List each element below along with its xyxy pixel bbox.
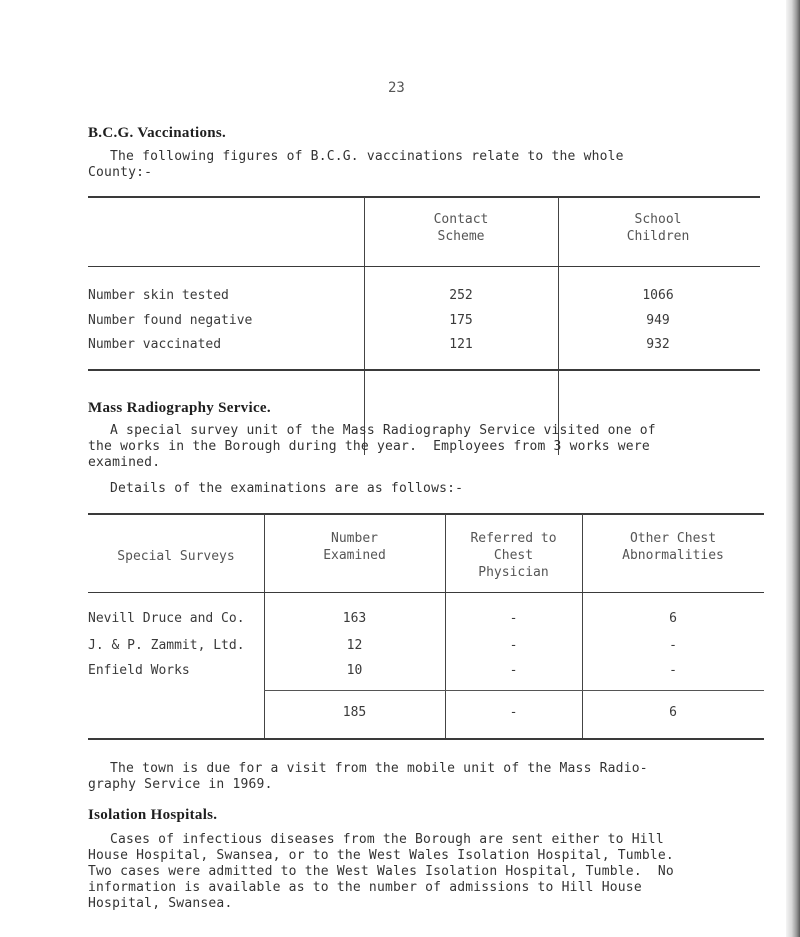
mrs-row-label: Nevill Druce and Co. (88, 611, 245, 626)
mrs-total-referred: - (509, 705, 518, 720)
mass-radiography-para-line3: examined. (88, 455, 161, 470)
mrs-row-examined: 10 (346, 663, 363, 678)
bcg-table-top-rule (88, 196, 760, 198)
mrs-col-header-referred (445, 530, 582, 581)
page-edge-shadow (786, 0, 800, 937)
mrs-row-other: 6 (669, 611, 677, 626)
bcg-heading: B.C.G. Vaccinations. (88, 125, 227, 141)
mrs-col-header-referred-line3: Physician (478, 565, 549, 580)
isolation-line1: Cases of infectious diseases from the Borough are sent either to Hill (110, 832, 664, 847)
bcg-intro-line1: The following figures of B.C.G. vaccinations relate to the whole (110, 149, 624, 164)
bcg-row-school: 949 (646, 313, 670, 328)
mrs-total-other: 6 (669, 705, 677, 720)
mrs-col-header-surveys: Special Surveys (117, 549, 235, 564)
mrs-col-header-referred-line2: Chest (493, 548, 534, 563)
bcg-col-header-school (558, 211, 758, 245)
bcg-col-header-school-line1: School (634, 212, 682, 227)
mrs-col-header-examined-line1: Number (331, 531, 378, 546)
mrs-col-header-referred-line1: Referred to (470, 531, 557, 546)
mrs-row-referred: - (509, 638, 518, 653)
bcg-row-label: Number skin tested (88, 288, 229, 303)
mrs-row-examined: 12 (346, 638, 363, 653)
bcg-intro-line2: County:- (88, 165, 153, 180)
mass-radiography-para-line1: A special survey unit of the Mass Radiography Service visited one of (110, 423, 656, 438)
mass-radiography-after-line2: graphy Service in 1969. (88, 777, 273, 792)
bcg-row-contact: 252 (449, 288, 473, 303)
bcg-row-school: 1066 (642, 288, 674, 303)
mrs-row-examined: 163 (342, 611, 367, 626)
mass-radiography-details-line: Details of the examinations are as follows:- (110, 481, 464, 496)
mrs-row-label: Enfield Works (88, 663, 190, 678)
bcg-col-header-school-line2: Children (626, 229, 690, 244)
bcg-col-header-contact (364, 211, 558, 245)
bcg-col-header-contact-line1: Contact (433, 212, 489, 227)
bcg-table-bottom-rule (88, 369, 760, 371)
isolation-line5: Hospital, Swansea. (88, 896, 233, 911)
bcg-row-contact: 121 (449, 337, 473, 352)
mrs-table-bottom-rule (88, 738, 764, 740)
bcg-table-header-rule (88, 266, 760, 267)
isolation-heading: Isolation Hospitals. (88, 807, 218, 823)
mass-radiography-heading: Mass Radiography Service. (88, 400, 271, 416)
mrs-row-referred: - (509, 663, 518, 678)
mrs-row-label: J. & P. Zammit, Ltd. (88, 638, 245, 653)
isolation-line4: information is available as to the number of admissions to Hill House (88, 880, 642, 895)
mass-radiography-after-line1: The town is due for a visit from the mobile unit of the Mass Radio- (110, 761, 648, 776)
mrs-table-header-rule (88, 592, 764, 593)
mrs-row-other: - (669, 638, 677, 653)
mrs-col-header-other-line1: Other Chest (629, 531, 717, 546)
bcg-row-school: 932 (646, 337, 670, 352)
mrs-totals-top-rule (264, 690, 764, 691)
isolation-line2: House Hospital, Swansea, or to the West Wales Isolation Hospital, Tumble. (88, 848, 674, 863)
mrs-col-header-examined-line2: Examined (323, 548, 386, 563)
mrs-row-other: - (669, 663, 677, 678)
bcg-row-contact: 175 (449, 313, 473, 328)
mrs-col-header-examined (264, 530, 445, 564)
bcg-row-label: Number found negative (88, 313, 253, 328)
mass-radiography-para-line2: the works in the Borough during the year. Employees from 3 works were (88, 439, 650, 454)
mrs-col-header-other-line2: Abnormalities (622, 548, 724, 563)
mrs-col-header-other (582, 530, 764, 564)
page-number: 23 (388, 80, 405, 96)
mrs-total-examined: 185 (342, 705, 367, 720)
mrs-row-referred: - (509, 611, 518, 626)
bcg-col-header-contact-line2: Scheme (437, 229, 485, 244)
isolation-line3: Two cases were admitted to the West Wales Isolation Hospital, Tumble. No (88, 864, 674, 879)
bcg-row-label: Number vaccinated (88, 337, 222, 352)
mrs-table-top-rule (88, 513, 764, 515)
